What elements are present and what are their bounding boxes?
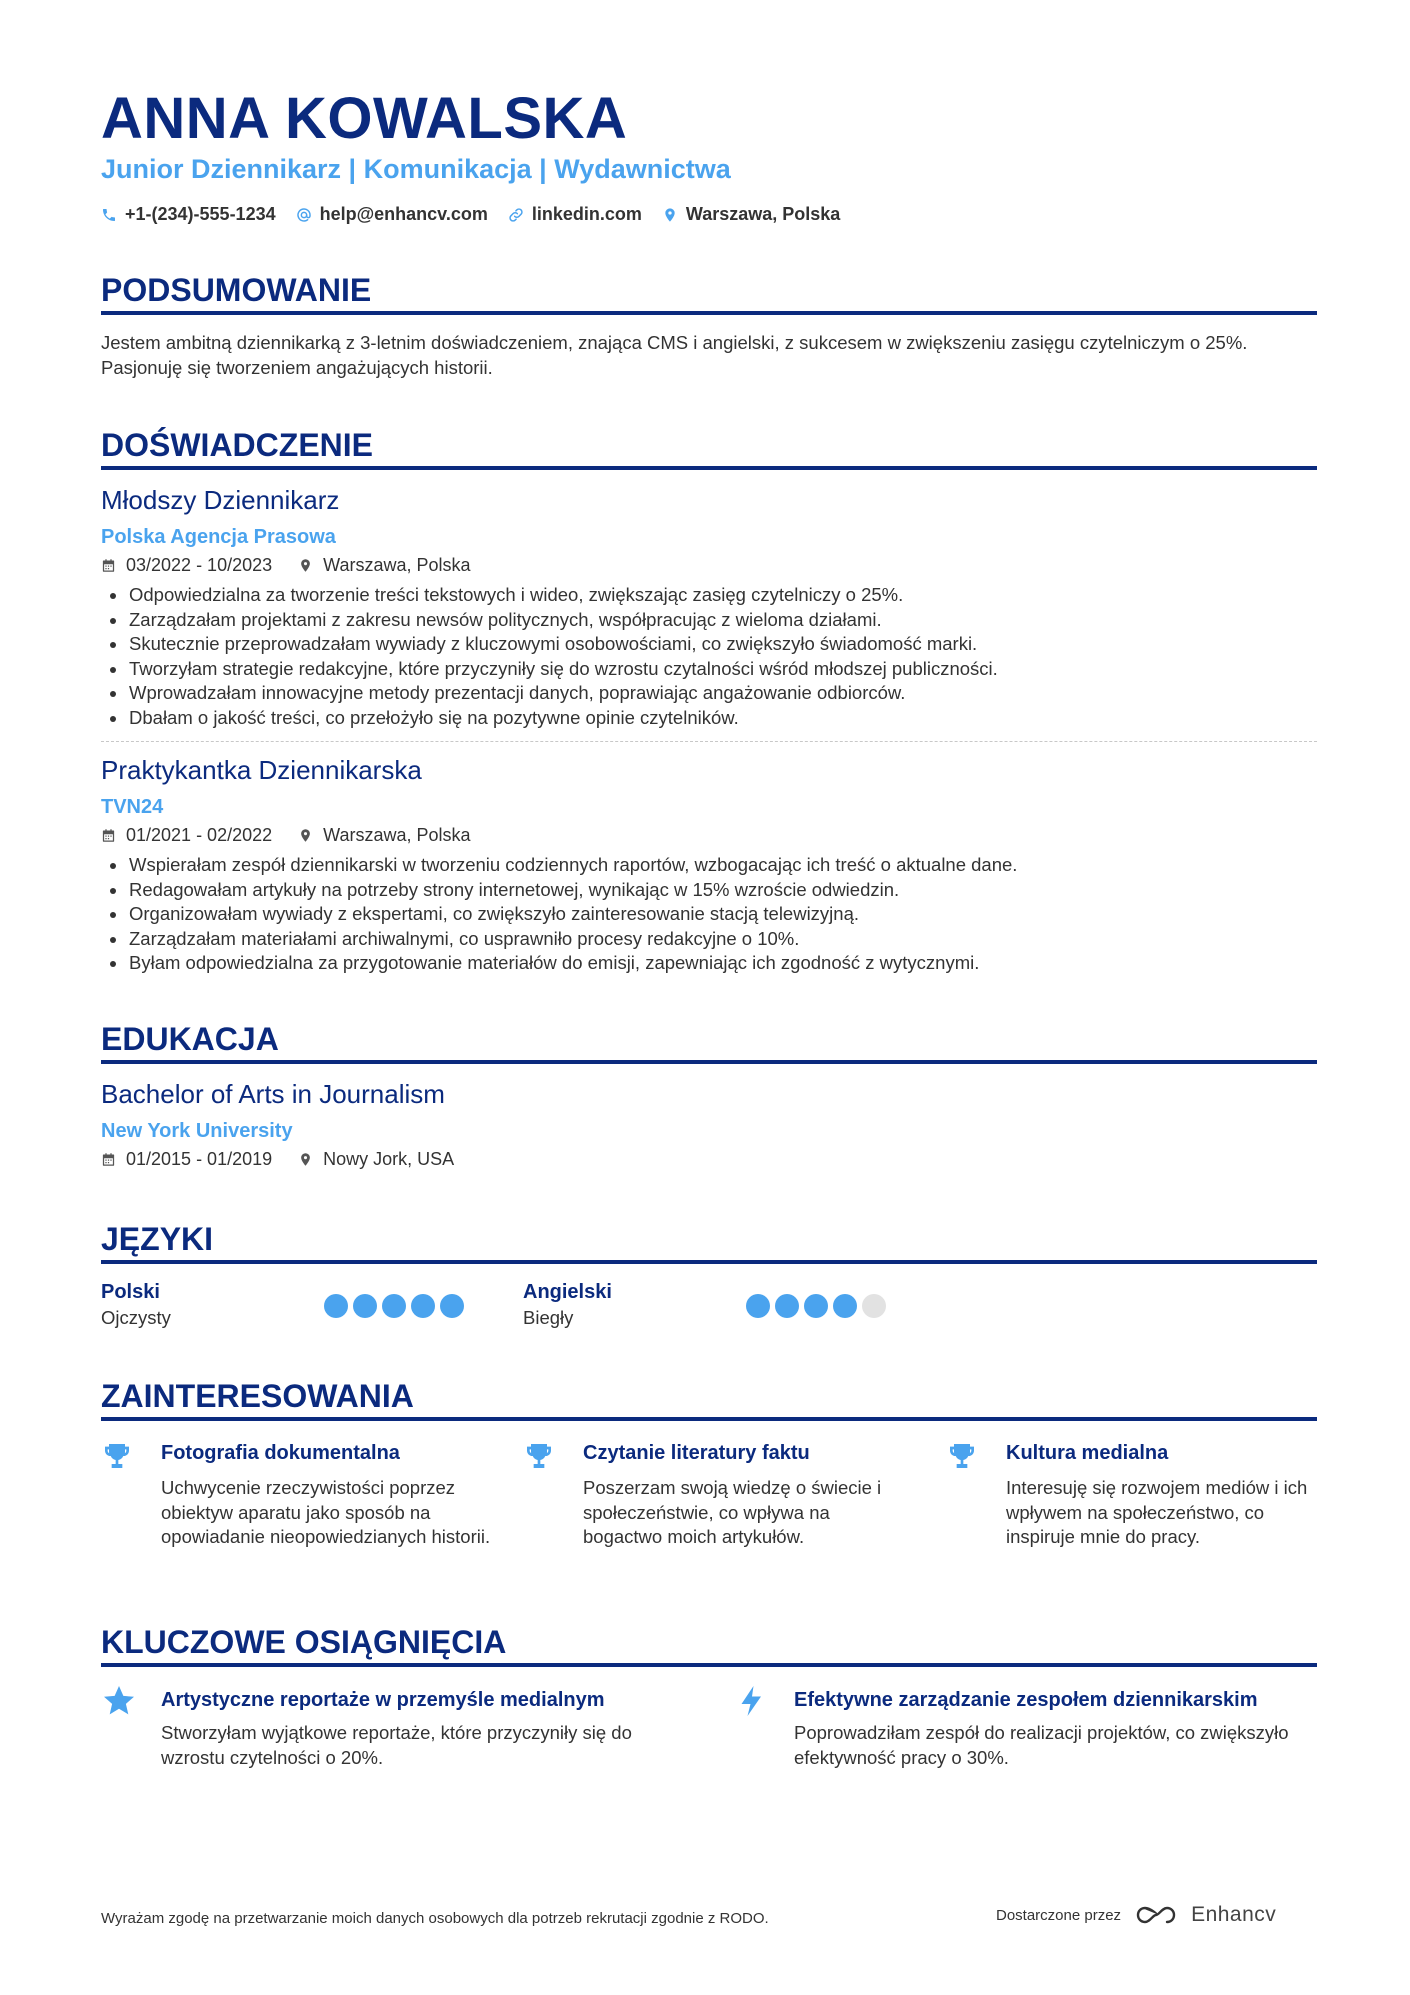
education-degree: Bachelor of Arts in Journalism [101, 1079, 445, 1109]
enhancv-logo-icon [1133, 1903, 1179, 1927]
job-dates: 03/2022 - 10/2023 [101, 555, 272, 576]
education-meta [101, 1149, 454, 1170]
contact-phone[interactable] [101, 204, 276, 225]
summary-text: Jestem ambitną dziennikarką z 3-letnim doświadczeniem, znająca CMS i angielski, z sukcesem w zwiększeniu zasięgu czytelniczym o 25%. Pasjonuję się tworzeniem angażujących historii. [101, 332, 1248, 378]
list-item: Organizowałam wywiady z ekspertami, co zwiększyło zainteresowanie stacją telewizyjną. [101, 902, 1317, 927]
section-divider [101, 1260, 1317, 1264]
interest-desc: Uchwycenie rzeczywistości poprzez obiektyw aparatu jako sposób na opowiadanie nieopowiedzianych historii. [161, 1477, 491, 1547]
candidate-name: ANNA KOWALSKA [101, 86, 628, 151]
education-dates: 01/2015 - 01/2019 [101, 1149, 272, 1170]
calendar-icon [101, 558, 116, 573]
link-icon [508, 207, 524, 223]
language-name: Angielski [523, 1281, 612, 1303]
section-divider [101, 1417, 1317, 1421]
section-divider [101, 311, 1317, 315]
rating-dot-filled [746, 1294, 770, 1318]
location-pin-icon [298, 828, 313, 843]
section-divider [101, 1060, 1317, 1064]
rating-dot-filled [324, 1294, 348, 1318]
lightning-icon [734, 1683, 770, 1719]
section-title-interests: ZAINTERESOWANIA [101, 1378, 414, 1414]
rating-dot-filled [804, 1294, 828, 1318]
list-item: Dbałam o jakość treści, co przełożyło się na pozytywne opinie czytelników. [101, 706, 1317, 731]
interest-desc: Poszerzam swoją wiedzę o świecie i społeczeństwie, co wpływa na bogactwo moich artykułów. [583, 1477, 882, 1547]
list-item: Zarządzałam projektami z zakresu newsów politycznych, współpracując z wieloma działami. [101, 608, 1317, 633]
language-level: Biegły [523, 1307, 574, 1328]
job-dates: 01/2021 - 02/2022 [101, 825, 272, 846]
contact-location [662, 204, 840, 225]
calendar-icon [101, 828, 116, 843]
email-text: help@enhancv.com [319, 204, 488, 224]
rating-dot-filled [382, 1294, 406, 1318]
list-item: Tworzyłam strategie redakcyjne, które przyczyniły się do wzrostu czytalności wśród młodszej publiczności. [101, 657, 1317, 682]
job-location: Warszawa, Polska [298, 555, 470, 576]
job-location: Warszawa, Polska [298, 825, 470, 846]
section-title-languages: JĘZYKI [101, 1221, 214, 1257]
job-meta [101, 555, 471, 576]
section-title-experience: DOŚWIADCZENIE [101, 427, 373, 463]
contact-email[interactable] [296, 204, 488, 225]
phone-text: +1-(234)-555-1234 [125, 204, 276, 224]
trophy-icon [946, 1440, 978, 1472]
language-level: Ojczysty [101, 1307, 171, 1328]
powered-by[interactable] [996, 1903, 1276, 1927]
education-school: New York University [101, 1120, 293, 1142]
linkedin-text: linkedin.com [531, 204, 642, 224]
education-location: Nowy Jork, USA [298, 1149, 454, 1170]
trophy-icon [523, 1440, 555, 1472]
achievement-title: Artystyczne reportaże w przemyśle medialnym [161, 1689, 605, 1711]
language-item [523, 1279, 612, 1330]
contact-linkedin[interactable] [508, 204, 642, 225]
job-role: Praktykantka Dziennikarska [101, 755, 422, 785]
interest-title: Kultura medialna [1006, 1442, 1169, 1464]
language-rating [746, 1294, 886, 1318]
achievement-title: Efektywne zarządzanie zespołem dziennikarskim [794, 1689, 1258, 1711]
rating-dot-filled [775, 1294, 799, 1318]
language-item [101, 1279, 171, 1330]
location-text: Warszawa, Polska [685, 204, 841, 224]
job-company: TVN24 [101, 796, 164, 818]
location-pin-icon [298, 558, 313, 573]
language-name: Polski [101, 1281, 160, 1303]
interest-title: Fotografia dokumentalna [161, 1442, 400, 1464]
candidate-headline: Junior Dziennikarz | Komunikacja | Wydawnictwa [101, 154, 731, 184]
job-meta [101, 825, 471, 846]
job-bullets [101, 853, 1317, 976]
section-divider [101, 466, 1317, 470]
section-divider [101, 1663, 1317, 1667]
phone-icon [101, 207, 117, 223]
job-company: Polska Agencja Prasowa [101, 526, 336, 548]
list-item: Wspierałam zespół dziennikarski w tworzeniu codziennych raportów, wzbogacając ich treść o aktualne dane. [101, 853, 1317, 878]
achievement-desc: Stworzyłam wyjątkowe reportaże, które przyczyniły się do wzrostu czytelności o 20%. [161, 1722, 632, 1768]
interest-desc: Interesuję się rozwojem mediów i ich wpływem na społeczeństwo, co inspiruje mnie do pracy. [1006, 1477, 1308, 1547]
location-pin-icon [662, 207, 678, 223]
powered-by-label: Dostarczone przez [996, 1906, 1122, 1924]
rodo-consent: Wyrażam zgodę na przetwarzanie moich danych osobowych dla potrzeb rekrutacji zgodnie z RODO. [101, 1910, 769, 1927]
achievement-desc: Poprowadziłam zespół do realizacji projektów, co zwiększyło efektywność pracy o 30%. [794, 1722, 1289, 1768]
rating-dot-filled [440, 1294, 464, 1318]
list-item: Redagowałam artykuły na potrzeby strony internetowej, wynikając w 15% wzroście odwiedzin. [101, 878, 1317, 903]
list-item: Byłam odpowiedzialna za przygotowanie materiałów do emisji, zapewniając ich zgodność z wytycznymi. [101, 951, 1317, 976]
list-item: Wprowadzałam innowacyjne metody prezentacji danych, poprawiając angażowanie odbiorców. [101, 681, 1317, 706]
language-rating [324, 1294, 464, 1318]
rating-dot-filled [833, 1294, 857, 1318]
job-bullets [101, 583, 1317, 730]
job-separator [101, 741, 1317, 742]
section-title-achievements: KLUCZOWE OSIĄGNIĘCIA [101, 1624, 507, 1660]
interest-title: Czytanie literatury faktu [583, 1442, 810, 1464]
contact-bar [101, 204, 840, 225]
calendar-icon [101, 1152, 116, 1167]
star-icon [101, 1683, 137, 1719]
section-title-summary: PODSUMOWANIE [101, 272, 372, 308]
list-item: Zarządzałam materiałami archiwalnymi, co usprawniło procesy redakcyjne o 10%. [101, 927, 1317, 952]
rating-dot-empty [862, 1294, 886, 1318]
job-role: Młodszy Dziennikarz [101, 485, 340, 515]
list-item: Skutecznie przeprowadzałam wywiady z kluczowymi osobowościami, co zwiększyło świadomość marki. [101, 632, 1317, 657]
rating-dot-filled [353, 1294, 377, 1318]
section-title-education: EDUKACJA [101, 1021, 279, 1057]
rating-dot-filled [411, 1294, 435, 1318]
list-item: Odpowiedzialna za tworzenie treści tekstowych i wideo, zwiększając zasięg czytelniczy o 25%. [101, 583, 1317, 608]
enhancv-logo-text: Enhancv [1191, 1903, 1277, 1926]
trophy-icon [101, 1440, 133, 1472]
at-icon [296, 207, 312, 223]
location-pin-icon [298, 1152, 313, 1167]
